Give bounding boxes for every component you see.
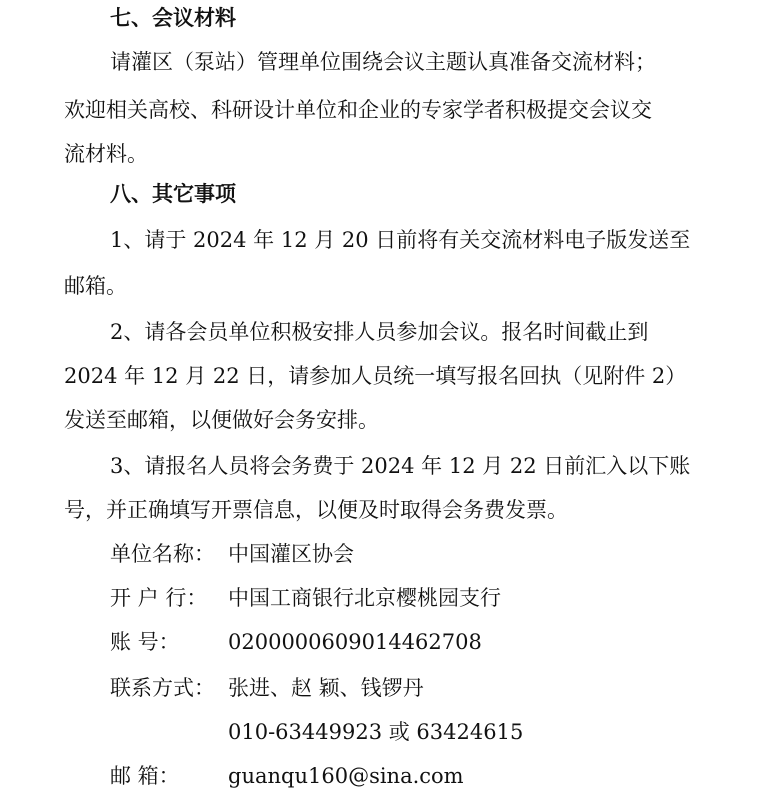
unit-name-label: 单位名称： — [110, 542, 215, 566]
contact-names: 张进、赵 颖、钱锣丹 — [228, 676, 424, 700]
item-1-line: 1、请于 2024 年 12 月 20 日前将有关交流材料电子版发送至 — [110, 228, 691, 252]
contact-phone: 010-63449923 或 63424615 — [228, 720, 524, 744]
item-2-line: 2024 年 12 月 22 日，请参加人员统一填写报名回执（见附件 2） — [64, 364, 687, 388]
item-2-line: 发送至邮箱，以便做好会务安排。 — [64, 408, 379, 432]
section-7-paragraph-line: 欢迎相关高校、科研设计单位和企业的专家学者积极提交会议交 — [64, 98, 652, 122]
item-1-line: 邮箱。 — [64, 274, 127, 298]
section-7-heading: 七、会议材料 — [110, 6, 236, 30]
bank-value: 中国工商银行北京樱桃园支行 — [228, 586, 501, 610]
account-number-value: 0200000609014462708 — [228, 630, 482, 654]
email-value: guanqu160@sina.com — [228, 764, 464, 788]
item-3-line: 3、请报名人员将会务费于 2024 年 12 月 22 日前汇入以下账 — [110, 454, 691, 478]
section-7-paragraph-line: 请灌区（泵站）管理单位围绕会议主题认真准备交流材料； — [110, 50, 656, 74]
contact-label: 联系方式： — [110, 676, 215, 700]
unit-name-value: 中国灌区协会 — [228, 542, 354, 566]
item-2-line: 2、请各会员单位积极安排人员参加会议。报名时间截止到 — [110, 320, 649, 344]
account-number-label: 账 号： — [110, 630, 180, 654]
section-7-paragraph-line: 流材料。 — [64, 142, 148, 166]
email-label: 邮 箱： — [110, 764, 180, 788]
item-3-line: 号，并正确填写开票信息，以便及时取得会务费发票。 — [64, 498, 568, 522]
bank-label: 开 户 行： — [110, 586, 208, 610]
section-8-heading: 八、其它事项 — [110, 182, 236, 206]
